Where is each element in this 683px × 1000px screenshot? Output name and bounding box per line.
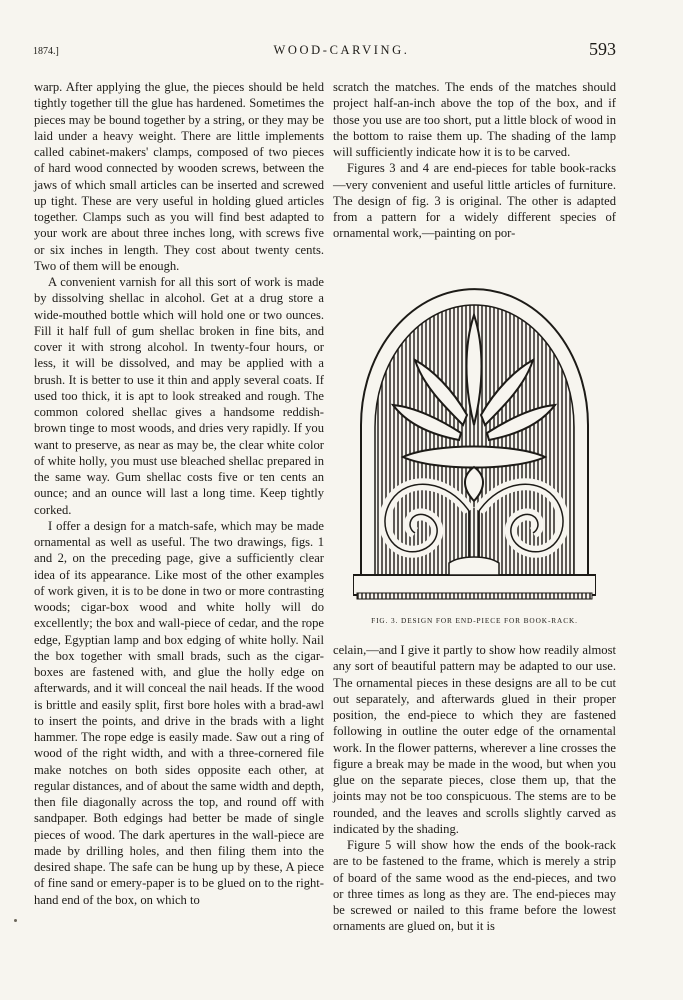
page-number: 593 <box>589 39 616 59</box>
right-column-top <box>333 79 616 242</box>
end-piece-illustration <box>353 275 596 610</box>
margin-mark <box>14 919 17 922</box>
figure-3 <box>333 271 616 626</box>
paragraph-book-racks: Figures 3 and 4 are end-pieces for table book-racks—very convenient and useful little articles of furniture. The design of fig. 3 is original. The other is adapted from a pattern for a widely different species of ornamental work,—painting on por- <box>333 161 616 241</box>
center-band <box>403 447 545 468</box>
base-plinth <box>353 575 596 595</box>
issue-year: 1874.] <box>33 46 59 57</box>
paragraph-matches: scratch the matches. The ends of the matches should project half-an-inch above the top of the box, and if those you use are too short, put a little block of wood in the bottom to raise them up. The shading of the lamp will sufficiently indicate how it is to be carved. <box>333 80 616 159</box>
paragraph-match-safe: I offer a design for a match-safe, which may be made ornamental as well as useful. The two drawings, figs. 1 and 2, on the preceding page, give a sufficiently clear idea of its appearance. Like most of the other examples of work given, it is to be done in two or more contrasting woods; cigar-box wood and white holly will do excellently; the box and wall-piece of cedar, and the rope edge, Egyptian lamp and box edging of white holly. Nail the box together with small brads, such as the cigar-boxes are fastened with, and glue the holly edge on afterwards, and it will conceal the nail heads. If the wood is brittle and easily split, first bore holes with a brad-awl to insert the points, and drive in the brads with a light hammer. The rope edge is easily made. Saw out a ring of wood of the right width, and with a three-cornered file make notches on both sides opposite each other, at regular distances, and of about the same width and depth, then file diagonally across the top, and round off with sandpaper. Both edgings had better be made of single pieces of wood. The dark apertures in the wall-piece are made by drilling holes, and then filing them into the desired shape. The safe can be hung up by these, A piece of fine sand or emery-paper is to be glued on to the right-hand end of the box, on which to <box>34 518 324 907</box>
base-shadow <box>357 593 592 599</box>
figure-caption: FIG. 3. DESIGN FOR END-PIECE FOR BOOK-RACK. <box>371 616 578 625</box>
left-column <box>34 79 324 908</box>
paragraph-glue-clamps: warp. After applying the glue, the pieces should be held tightly together till the glue has hardened. Sometimes the pieces may be bound together by a string, or they may be laid under a heavy weight. There are little implements called cabinet-makers' clamps, composed of two pieces of hard wood connected by wooden screws, between the jaws of which small articles can be inserted and screwed up tight. These are very useful in holding glued articles together. Clamps such as you will find best adapted to your work are about three inches long, with screws five or six inches in length. They cost about twenty cents. Two of them will be enough. <box>34 80 324 273</box>
running-head <box>0 40 683 70</box>
paragraph-shellac-varnish: A convenient varnish for all this sort of work is made by dissolving shellac in alcohol. Get at a drug store a wide-mouthed bottle which will hold one or two ounces. Fill it half full of gum shellac broken in fine bits, and cover it with strong alcohol. In twenty-four hours, or less, it will be dissolved, and may be applied with a brush. It is better to use it thin and apply several coats. If used too thick, it is apt to look streaked and rough. The common colored shellac gives a handsome reddish-brown tinge to most woods, and dries very rapidly. If you want to preserve, as near as may be, the clear white color of white holly, you must use bleached shellac prepared in the same way. Gum shellac costs five or ten cents an ounce; and an ounce will last a long time. Keep tightly corked. <box>34 275 324 517</box>
running-title: WOOD-CARVING. <box>273 43 410 57</box>
paragraph-porcelain: celain,—and I give it partly to show how readily almost any sort of beautiful pattern may be adapted to our use. The ornamental pieces in these designs are all to be cut out separately, and afterwards glued in their proper position, the end-piece to which they are fastened following in outline the outer edge of the ornamental work. In the flower patterns, wherever a line crosses the figure a break may be made in the wood, but when you glue on the separate pieces, close them up, that the joints may not be too conspicuous. The stems are to be rounded, and the leaves and scrolls slightly carved as indicated by the shading. <box>333 643 616 836</box>
right-column-bottom <box>333 642 616 935</box>
paragraph-figure-5: Figure 5 will show how the ends of the book-rack are to be fastened to the frame, which is merely a strip of board of the same wood as the end-pieces, and two or three times as long as they are. The end-pieces may be screwed or nailed to this frame before the lowest ornaments are glued on, but it is <box>333 838 616 934</box>
